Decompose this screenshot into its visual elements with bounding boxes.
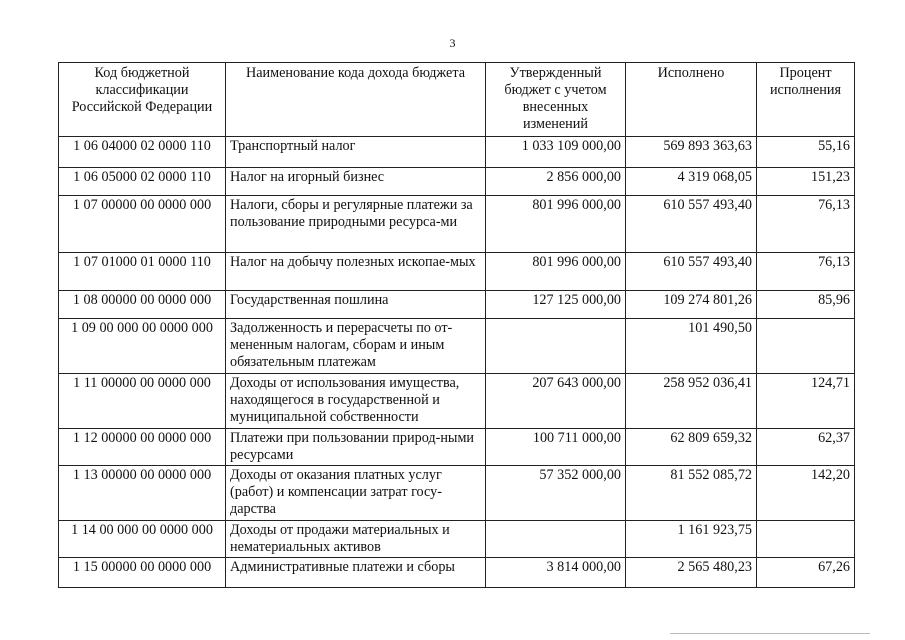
code-cell: 1 08 00000 00 0000 000 — [59, 291, 226, 319]
table-row — [59, 196, 855, 253]
code-cell: 1 14 00 000 00 0000 000 — [59, 521, 226, 558]
name-cell: Налог на игорный бизнес — [226, 168, 486, 196]
executed-cell: 569 893 363,63 — [626, 137, 757, 168]
approved-cell: 57 352 000,00 — [486, 466, 626, 521]
percent-cell — [757, 521, 855, 558]
code-cell: 1 07 00000 00 0000 000 — [59, 196, 226, 253]
executed-cell: 109 274 801,26 — [626, 291, 757, 319]
executed-cell: 258 952 036,41 — [626, 374, 757, 429]
approved-cell: 207 643 000,00 — [486, 374, 626, 429]
table-row — [59, 429, 855, 466]
executed-cell: 101 490,50 — [626, 319, 757, 374]
table-row — [59, 319, 855, 374]
percent-cell: 124,71 — [757, 374, 855, 429]
executed-cell: 610 557 493,40 — [626, 196, 757, 253]
percent-cell: 151,23 — [757, 168, 855, 196]
executed-cell: 4 319 068,05 — [626, 168, 757, 196]
code-cell: 1 15 00000 00 0000 000 — [59, 558, 226, 588]
code-cell: 1 11 00000 00 0000 000 — [59, 374, 226, 429]
table-row — [59, 253, 855, 291]
header-approved: Утвержденный бюджет с учетом внесенных изменений — [486, 63, 626, 137]
percent-cell: 85,96 — [757, 291, 855, 319]
table-row — [59, 558, 855, 588]
table-row — [59, 137, 855, 168]
approved-cell: 801 996 000,00 — [486, 253, 626, 291]
name-cell: Доходы от использования имущества, находящегося в государственной и муниципальной собственности — [226, 374, 486, 429]
executed-cell: 1 161 923,75 — [626, 521, 757, 558]
table-row — [59, 168, 855, 196]
percent-cell: 76,13 — [757, 196, 855, 253]
code-cell: 1 13 00000 00 0000 000 — [59, 466, 226, 521]
percent-cell: 76,13 — [757, 253, 855, 291]
budget-table — [58, 62, 855, 588]
name-cell: Доходы от оказания платных услуг (работ) и компенсации затрат госу-дарства — [226, 466, 486, 521]
table-row — [59, 291, 855, 319]
approved-cell: 2 856 000,00 — [486, 168, 626, 196]
table-header-row — [59, 63, 855, 137]
executed-cell: 2 565 480,23 — [626, 558, 757, 588]
scan-artifact-line — [670, 633, 870, 634]
header-code: Код бюджетной классификации Российской Федерации — [59, 63, 226, 137]
percent-cell — [757, 319, 855, 374]
executed-cell: 610 557 493,40 — [626, 253, 757, 291]
approved-cell — [486, 521, 626, 558]
code-cell: 1 07 01000 01 0000 110 — [59, 253, 226, 291]
header-percent: Процент исполнения — [757, 63, 855, 137]
approved-cell: 1 033 109 000,00 — [486, 137, 626, 168]
name-cell: Транспортный налог — [226, 137, 486, 168]
executed-cell: 62 809 659,32 — [626, 429, 757, 466]
name-cell: Государственная пошлина — [226, 291, 486, 319]
header-executed: Исполнено — [626, 63, 757, 137]
table-row — [59, 521, 855, 558]
percent-cell: 142,20 — [757, 466, 855, 521]
percent-cell: 67,26 — [757, 558, 855, 588]
name-cell: Налоги, сборы и регулярные платежи за пользование природными ресурса-ми — [226, 196, 486, 253]
code-cell: 1 09 00 000 00 0000 000 — [59, 319, 226, 374]
approved-cell: 3 814 000,00 — [486, 558, 626, 588]
table-body — [59, 137, 855, 588]
percent-cell: 62,37 — [757, 429, 855, 466]
approved-cell: 127 125 000,00 — [486, 291, 626, 319]
code-cell: 1 06 05000 02 0000 110 — [59, 168, 226, 196]
code-cell: 1 06 04000 02 0000 110 — [59, 137, 226, 168]
page-number: 3 — [449, 36, 456, 50]
table-row — [59, 466, 855, 521]
name-cell: Административные платежи и сборы — [226, 558, 486, 588]
approved-cell — [486, 319, 626, 374]
header-name: Наименование кода дохода бюджета — [226, 63, 486, 137]
name-cell: Задолженность и перерасчеты по от-мененным налогам, сборам и иным обязательным платежам — [226, 319, 486, 374]
name-cell: Доходы от продажи материальных и нематериальных активов — [226, 521, 486, 558]
approved-cell: 801 996 000,00 — [486, 196, 626, 253]
name-cell: Платежи при пользовании природ-ными ресурсами — [226, 429, 486, 466]
code-cell: 1 12 00000 00 0000 000 — [59, 429, 226, 466]
executed-cell: 81 552 085,72 — [626, 466, 757, 521]
percent-cell: 55,16 — [757, 137, 855, 168]
approved-cell: 100 711 000,00 — [486, 429, 626, 466]
table-row — [59, 374, 855, 429]
name-cell: Налог на добычу полезных ископае-мых — [226, 253, 486, 291]
